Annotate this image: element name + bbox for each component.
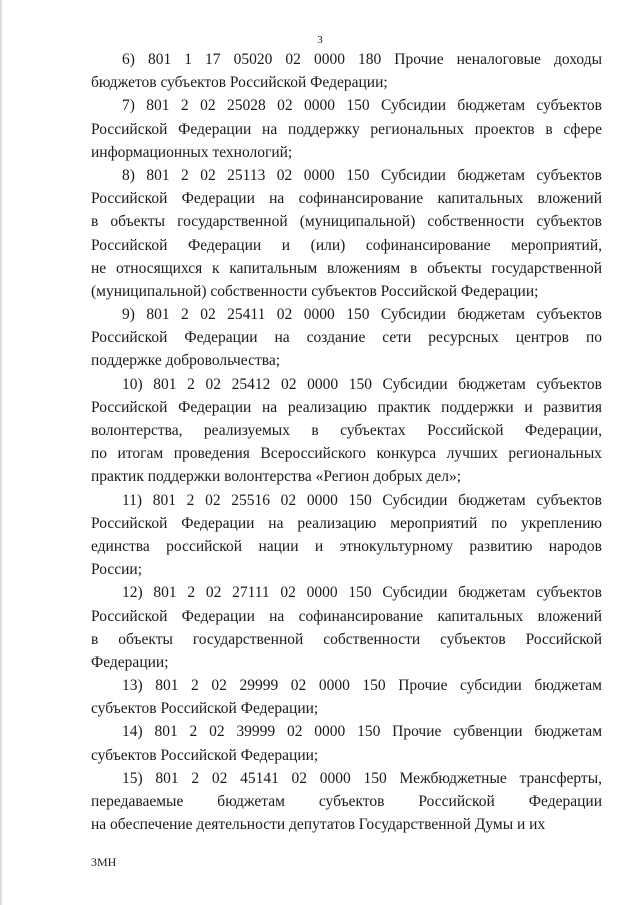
text-line: 11) 801 2 02 25516 02 0000 150 Субсидии бюджетам субъектов <box>122 491 602 509</box>
text-line: в объекты государственной собственности субъектов Российской <box>91 630 602 648</box>
list-item-paragraph <box>91 94 602 164</box>
list-item-paragraph <box>91 164 602 303</box>
text-line: (муниципальной) собственности субъектов Российской Федерации; <box>91 282 539 300</box>
page-number: 3 <box>317 34 323 46</box>
text-line: субъектов Российской Федерации; <box>91 746 319 764</box>
text-line: Российской Федерации и (или) софинансирование мероприятий, <box>91 236 602 254</box>
text-line: в объекты государственной (муниципальной) собственности субъектов <box>91 213 602 231</box>
text-line: Федерации; <box>91 653 169 671</box>
document-body <box>91 48 602 836</box>
list-item-paragraph <box>91 303 602 373</box>
text-line: бюджетов субъектов Российской Федерации; <box>91 74 388 92</box>
text-line: Российской Федерации на софинансирование капитальных вложений <box>91 190 602 208</box>
text-line: не относящихся к капитальным вложениям в объекты государственной <box>91 259 602 277</box>
text-line: Российской Федерации на поддержку региональных проектов в сфере <box>91 120 602 138</box>
text-line: Российской Федерации на софинансирование капитальных вложений <box>91 607 602 625</box>
text-line: волонтерства, реализуемых в субъектах Российской Федерации, <box>91 422 602 439</box>
list-item-paragraph <box>91 48 602 94</box>
list-item-paragraph <box>91 674 602 720</box>
text-line: на обеспечение деятельности депутатов Государственной Думы и их <box>91 816 546 834</box>
text-line: Российской Федерации на реализацию мероприятий по укреплению <box>91 514 602 532</box>
text-line: поддержке добровольчества; <box>91 352 281 370</box>
text-line: 13) 801 2 02 29999 02 0000 150 Прочие субсидии бюджетам <box>122 677 602 695</box>
scan-edge <box>0 0 3 905</box>
text-line: 12) 801 2 02 27111 02 0000 150 Субсидии бюджетам субъектов <box>122 584 602 602</box>
text-line: информационных технологий; <box>91 143 293 161</box>
list-item-paragraph <box>91 581 602 674</box>
text-line: практик поддержки волонтерства «Регион добрых дел»; <box>91 468 462 486</box>
text-line: 8) 801 2 02 25113 02 0000 150 Субсидии бюджетам субъектов <box>122 166 602 184</box>
text-line: Российской Федерации на реализацию практик поддержки и развития <box>91 398 602 416</box>
text-line: по итогам проведения Всероссийского конкурса лучших региональных <box>91 445 602 463</box>
text-line: 10) 801 2 02 25412 02 0000 150 Субсидии бюджетам субъектов <box>122 375 602 393</box>
text-line: 6) 801 1 17 05020 02 0000 180 Прочие неналоговые доходы <box>122 51 602 68</box>
list-item-paragraph <box>91 767 602 837</box>
text-line: 14) 801 2 02 39999 02 0000 150 Прочие субвенции бюджетам <box>122 723 602 741</box>
text-line: субъектов Российской Федерации; <box>91 700 319 718</box>
text-line: передаваемые бюджетам субъектов Российской Федерации <box>91 793 602 810</box>
text-line: России; <box>91 561 143 579</box>
text-line: Российской Федерации на создание сети ресурсных центров по <box>91 329 602 347</box>
text-line: единства российской нации и этнокультурному развитию народов <box>91 537 602 555</box>
list-item-paragraph <box>91 373 602 489</box>
list-item-paragraph <box>91 489 602 582</box>
text-line: 7) 801 2 02 25028 02 0000 150 Субсидии бюджетам субъектов <box>122 97 602 115</box>
list-item-paragraph <box>91 720 602 766</box>
footer-code: 3МН <box>91 855 117 869</box>
text-line: 9) 801 2 02 25411 02 0000 150 Субсидии бюджетам субъектов <box>122 306 602 324</box>
text-line: 15) 801 2 02 45141 02 0000 150 Межбюджетные трансферты, <box>122 769 602 787</box>
